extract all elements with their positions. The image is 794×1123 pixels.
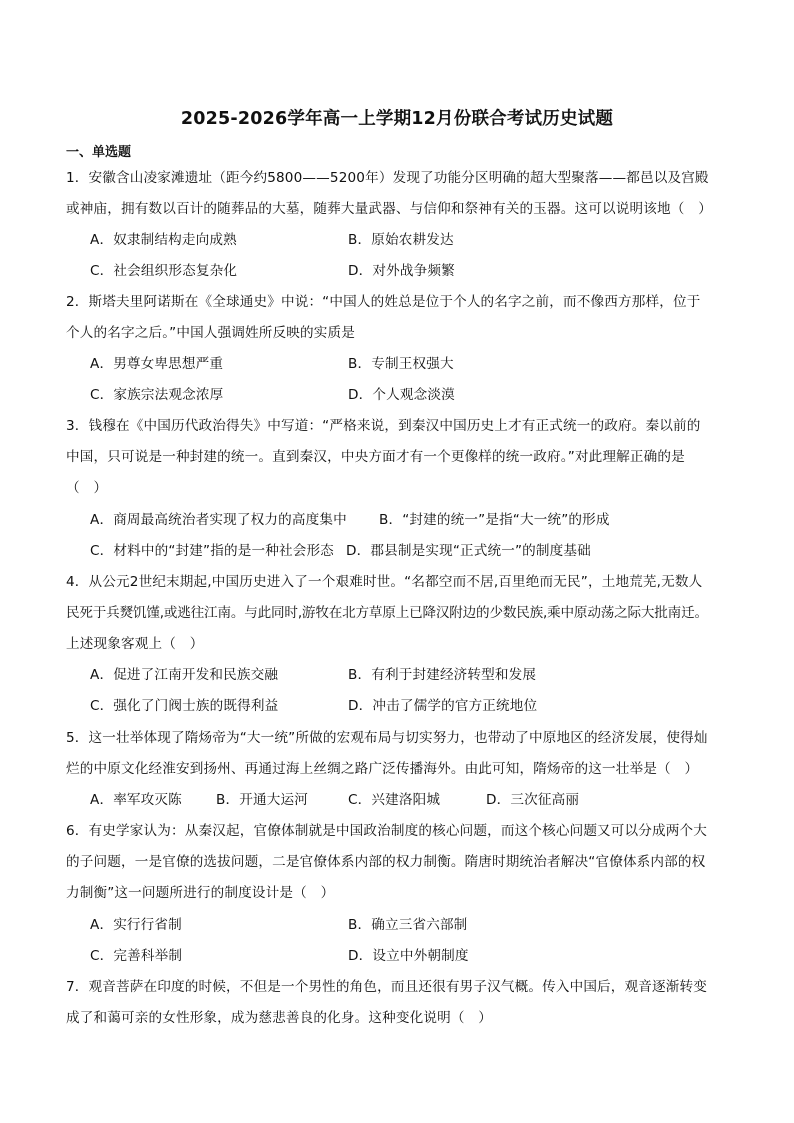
q4-option-b: B．有利于封建经济转型和发展 [348,667,537,683]
q1-option-b: B．原始农耕发达 [348,232,454,248]
q7-line-1: 7．观音菩萨在印度的时候，不但是一个男性的角色，而且还很有男子汉气概。传入中国后，观音逐渐转变 [66,979,708,995]
q3-option-b: B．“封建的统一”是指“大一统”的形成 [379,512,610,528]
q6-line-2: 的子问题，一是官僚的选拔问题，二是官僚体系内部的权力制衡。隋唐时期统治者解决“官僚体系内部的权 [66,854,706,870]
exam-title: 2025-2026学年高一上学期12月份联合考试历史试题 [180,109,614,129]
q2-option-c: C．家族宗法观念浓厚 [90,387,224,403]
q3-line-2: 中国，只可说是一种封建的统一。直到秦汉，中央方面才有一个更像样的统一政府。”对此理解正确的是 [66,449,685,465]
q4-line-3: 上述现象客观上（ ） [66,636,204,652]
q5-option-a: A．率军攻灭陈 [90,792,182,808]
q5-option-c: C．兴建洛阳城 [348,792,441,808]
q6-option-c: C．完善科举制 [90,948,183,964]
q4-option-d: D．冲击了儒学的官方正统地位 [348,698,538,714]
q6-option-d: D．设立中外朝制度 [348,948,469,964]
q1-option-d: D．对外战争频繁 [348,263,455,279]
q5-line-2: 烂的中原文化经淮安到扬州、再通过海上丝绸之路广泛传播海外。由此可知，隋炀帝的这一壮举是（ ） [66,761,699,777]
q2-option-b: B．专制王权强大 [348,356,454,372]
q1-option-a: A．奴隶制结构走向成熟 [90,232,237,248]
q6-option-b: B．确立三省六部制 [348,917,468,933]
q3-line-1: 3．钱穆在《中国历代政治得失》中写道：“严格来说，到秦汉中国历史上才有正式统一的政府。秦以前的 [66,418,701,434]
q4-option-a: A．促进了江南开发和民族交融 [90,667,279,683]
q6-option-a: A．实行行省制 [90,917,182,933]
q1-line-2: 或神庙，拥有数以百计的随葬品的大墓，随葬大量武器、与信仰和祭神有关的玉器。这可以说明该地（ ） [66,201,712,217]
q5-option-d: D．三次征高丽 [486,792,580,808]
q4-line-2: 民死于兵燹饥馑,或逃往江南。与此同时,游牧在北方草原上已降汉附边的少数民族,乘中原动荡之际大批南迁。 [66,605,708,621]
q1-option-c: C．社会组织形态复杂化 [90,263,238,279]
q1-line-1: 1．安徽含山凌家滩遗址（距今约5800——5200年）发现了功能分区明确的超大型聚落——都邑以及宫殿 [66,170,709,186]
section-heading: 一、单选题 [66,145,132,160]
q3-option-d: D．郡县制是实现“正式统一”的制度基础 [346,543,591,559]
q5-line-1: 5．这一壮举体现了隋炀帝为“大一统”所做的宏观布局与切实努力，也带动了中原地区的经济发展，使得灿 [66,730,708,746]
q3-line-3: （ ） [66,480,108,496]
q3-option-c: C．材料中的“封建”指的是一种社会形态 [90,543,334,559]
q2-option-a: A．男尊女卑思想严重 [90,356,224,372]
q5-option-b: B．开通大运河 [216,792,308,808]
q6-line-1: 6．有史学家认为：从秦汉起，官僚体制就是中国政治制度的核心问题，而这个核心问题又可以分成两个大 [66,823,708,839]
q2-line-1: 2．斯塔夫里阿诺斯在《全球通史》中说：“中国人的姓总是位于个人的名字之前，而不像西方那样，位于 [66,294,701,310]
q6-line-3: 力制衡”这一问题所进行的制度设计是（ ） [66,885,335,901]
q3-option-a: A．商周最高统治者实现了权力的高度集中 [90,512,347,528]
q7-line-2: 成了和蔼可亲的女性形象，成为慈悲善良的化身。这种变化说明（ ） [66,1010,493,1026]
q4-line-1: 4．从公元2世纪末期起,中国历史进入了一个艰难时世。“名都空而不居,百里绝而无民”，土地荒芜,无数人 [66,574,703,590]
q4-option-c: C．强化了门阀士族的既得利益 [90,698,279,714]
q2-line-2: 个人的名字之后。”中国人强调姓所反映的实质是 [66,325,356,341]
q2-option-d: D．个人观念淡漠 [348,387,455,403]
